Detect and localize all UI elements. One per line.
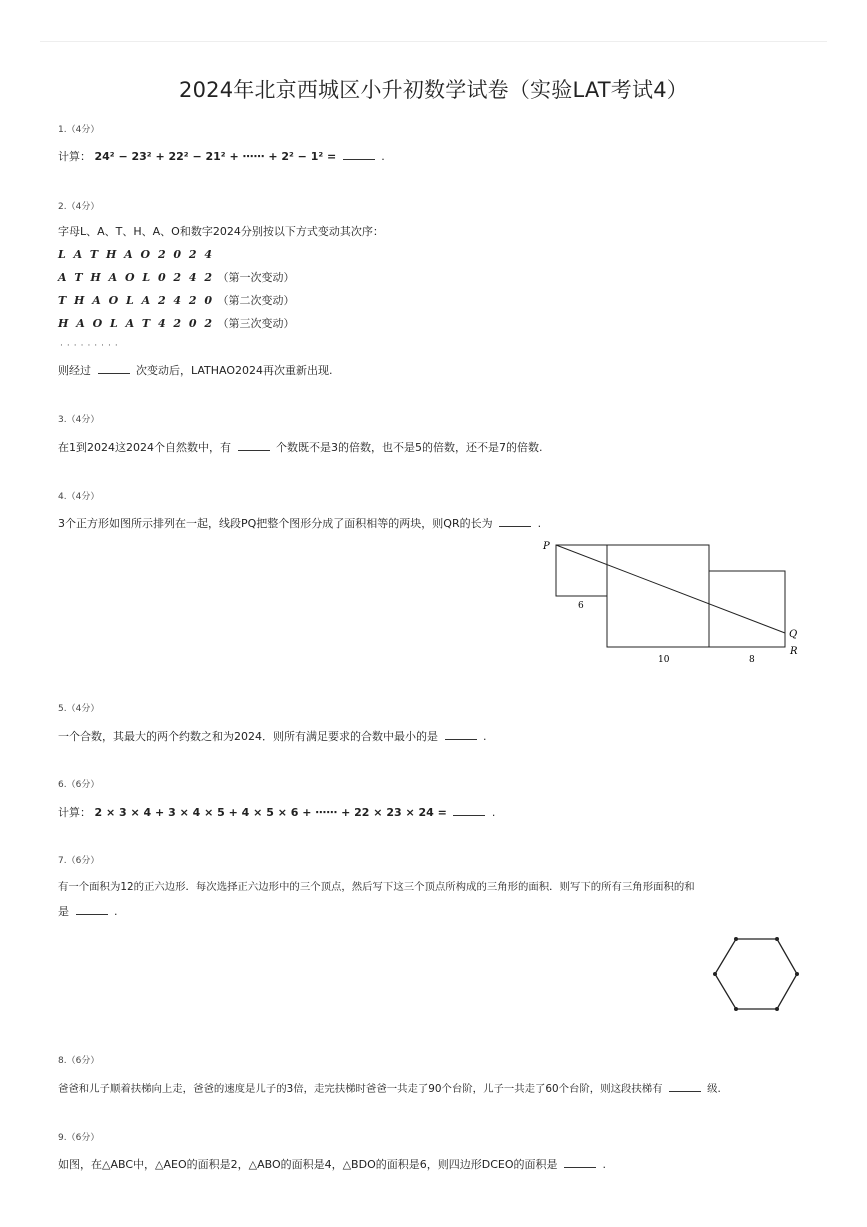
question-2-sequence: L A T H A O 2 0 2 4 [58, 248, 215, 261]
question-1-answer-blank[interactable] [343, 149, 375, 160]
label-q: Q [789, 629, 798, 640]
page-title: 2024年北京西城区小升初数学试卷（实验LAT考试4） [179, 78, 688, 102]
question-2-row-0 [58, 248, 214, 262]
question-5-number: 5.（4分） [58, 704, 100, 714]
top-divider [40, 41, 827, 42]
label-r: R [790, 646, 798, 657]
question-1-suffix: . [381, 150, 385, 163]
question-1-expression: 24² − 23² + 22² − 21² + ⋯⋯ + 2² − 1² = [94, 150, 337, 163]
label-side-6: 6 [578, 601, 584, 611]
question-2-ask-end: 次变动后，LATHAO2024再次重新出现. [136, 364, 333, 377]
hexagon-vertex [775, 937, 779, 941]
medium-square [709, 571, 785, 647]
question-6-expression: 2 × 3 × 4 + 3 × 4 × 5 + 4 × 5 × 6 + ⋯⋯ + 22 × 23 × 24 = [94, 806, 447, 819]
question-8-answer-blank[interactable] [669, 1081, 701, 1092]
question-9-text [58, 1157, 606, 1172]
question-9-text-start: 如图，在△ABC中，△AEO的面积是2，△ABO的面积是4，△BDO的面积是6，则四边形DCEO的面积是 [58, 1158, 558, 1171]
question-7-number: 7.（6分） [58, 856, 100, 866]
question-3-text-end: 个数既不是3的倍数，也不是5的倍数，还不是7的倍数. [276, 441, 543, 454]
question-8-text-start: 爸爸和儿子顺着扶梯向上走，爸爸的速度是儿子的3倍，走完扶梯时爸爸一共走了90个台阶，儿子一共走了60个台阶，则这段扶梯有 [58, 1083, 663, 1095]
question-6-answer-blank[interactable] [453, 805, 485, 816]
segment-pq [556, 545, 785, 633]
question-1-number: 1.（4分） [58, 125, 100, 135]
hexagon-vertex [713, 972, 717, 976]
question-2-sequence: H A O L A T 4 2 0 2 [58, 317, 215, 330]
question-2-number: 2.（4分） [58, 202, 100, 212]
question-5-text-end: . [483, 730, 487, 743]
question-4-text [58, 516, 541, 531]
question-2-row-2 [58, 294, 295, 308]
question-2-ask [58, 363, 333, 378]
question-8-text [58, 1081, 721, 1096]
three-squares-figure [535, 535, 805, 665]
label-side-10: 10 [658, 655, 670, 665]
question-6-prefix: 计算： [58, 806, 91, 819]
question-9-answer-blank[interactable] [564, 1157, 596, 1168]
question-7-answer-blank[interactable] [76, 904, 108, 915]
question-4-answer-blank[interactable] [499, 516, 531, 527]
question-2-sequence: A T H A O L 0 2 4 2 [58, 271, 215, 284]
hexagon-vertex [734, 937, 738, 941]
regular-hexagon [715, 939, 797, 1009]
question-2-answer-blank[interactable] [98, 363, 130, 374]
question-3-text [58, 440, 543, 455]
question-3-answer-blank[interactable] [238, 440, 270, 451]
question-2-sequence: T H A O L A 2 4 2 0 [58, 294, 215, 307]
question-2-note: （第三次变动） [217, 317, 295, 330]
question-9-number: 9.（6分） [58, 1133, 100, 1143]
question-6-number: 6.（6分） [58, 780, 100, 790]
question-9-text-end: . [602, 1158, 606, 1171]
question-3-number: 3.（4分） [58, 415, 100, 425]
hexagon-figure [708, 932, 804, 1016]
question-1-prefix: 计算： [58, 150, 91, 163]
question-7-line-1: 有一个面积为12的正六边形．每次选择正六边形中的三个顶点，然后写下这三个顶点所构成的三角形的面积．则写下的所有三角形面积的和 [58, 881, 695, 893]
question-2-note: （第二次变动） [217, 294, 295, 307]
question-4-text-end: . [537, 517, 542, 530]
question-2-intro: 字母L、A、T、H、A、O和数字2024分别按以下方式变动其次序： [58, 225, 384, 238]
question-7-line-2-end: . [114, 905, 118, 918]
question-2-row-3 [58, 317, 295, 331]
question-6-text [58, 805, 495, 820]
question-2-row-1 [58, 271, 295, 285]
small-square [556, 545, 607, 596]
hexagon-vertex [734, 1007, 738, 1011]
question-5-text-start: 一个合数，其最大的两个约数之和为2024．则所有满足要求的合数中最小的是 [58, 730, 438, 743]
question-5-text [58, 729, 487, 744]
question-3-text-start: 在1到2024这2024个自然数中，有 [58, 441, 231, 454]
question-2-ask-start: 则经过 [58, 364, 91, 377]
question-7-line-2-start: 是 [58, 905, 69, 918]
hexagon-vertex [775, 1007, 779, 1011]
question-4-number: 4.（4分） [58, 492, 100, 502]
question-2-note: （第一次变动） [217, 271, 295, 284]
label-p: P [543, 541, 550, 552]
question-5-answer-blank[interactable] [445, 729, 477, 740]
question-7-line-2 [58, 904, 118, 919]
large-square [607, 545, 709, 647]
question-4-text-start: 3个正方形如图所示排列在一起，线段PQ把整个图形分成了面积相等的两块，则QR的长为 [58, 517, 493, 530]
label-side-8: 8 [749, 655, 755, 665]
hexagon-vertex [795, 972, 799, 976]
question-8-text-end: 级. [707, 1083, 721, 1095]
question-6-suffix: . [491, 806, 496, 819]
question-8-number: 8.（6分） [58, 1056, 100, 1066]
question-1-text [58, 149, 385, 164]
question-2-ellipsis: ········· [60, 341, 122, 351]
